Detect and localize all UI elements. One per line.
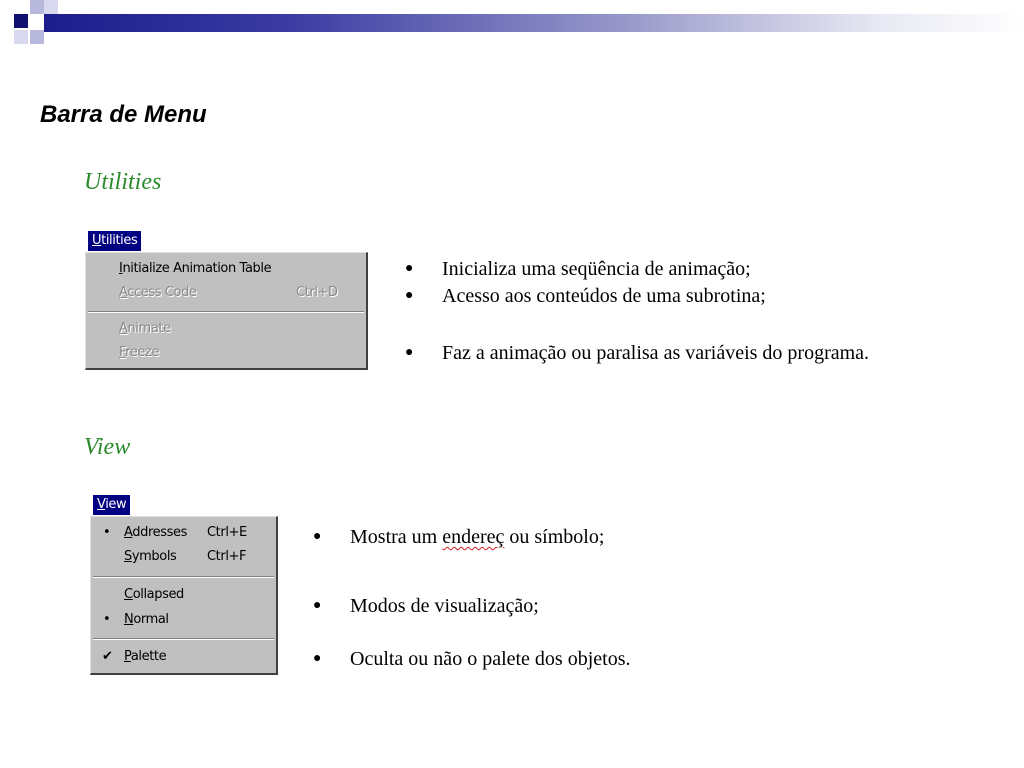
- radio-dot-icon: •: [103, 612, 111, 627]
- bullet-icon: ●: [313, 598, 322, 613]
- header-square: [30, 30, 44, 44]
- bullet-icon: ●: [313, 651, 322, 666]
- bullet-icon: ●: [405, 288, 414, 303]
- checkmark-icon: ✔: [102, 649, 113, 664]
- menu-item-access-code[interactable]: Access Code Ctrl+D: [119, 285, 338, 300]
- utilities-menu: [85, 252, 368, 370]
- bullet-icon: ●: [405, 345, 414, 360]
- shortcut-label: Ctrl+D: [296, 285, 338, 300]
- view-menu: • Addresses Ctrl+E Symbols Ctrl+F Collapsed • Normal ✔ Palette: [90, 516, 278, 675]
- view-menu-title[interactable]: View: [93, 495, 130, 515]
- view-section-title: View: [84, 434, 131, 460]
- menu-separator: [88, 311, 364, 313]
- menu-separator: [93, 576, 274, 578]
- menu-item-initialize-animation-table[interactable]: Initialize Animation Table: [119, 261, 272, 276]
- shortcut-label: Ctrl+F: [207, 549, 247, 564]
- menu-item-freeze[interactable]: Freeze: [119, 345, 160, 360]
- utilities-menu-title[interactable]: Utilities: [88, 231, 141, 251]
- slide-title: Barra de Menu: [40, 101, 207, 128]
- shortcut-label: Ctrl+E: [207, 525, 247, 540]
- header-square: [44, 0, 58, 14]
- utilities-section-title: Utilities: [84, 169, 162, 195]
- bullet-icon: ●: [405, 261, 414, 276]
- bullet-icon: ●: [313, 529, 322, 544]
- header-square: [14, 14, 28, 28]
- header-square: [30, 14, 44, 30]
- header-square: [14, 30, 28, 44]
- header-square: [30, 0, 44, 14]
- menu-item-animate[interactable]: Animate: [119, 321, 171, 336]
- spellcheck-squiggle: endereç: [442, 526, 505, 548]
- menu-separator: [93, 638, 274, 640]
- header-gradient-bar: [44, 14, 1024, 32]
- radio-dot-icon: •: [103, 525, 111, 540]
